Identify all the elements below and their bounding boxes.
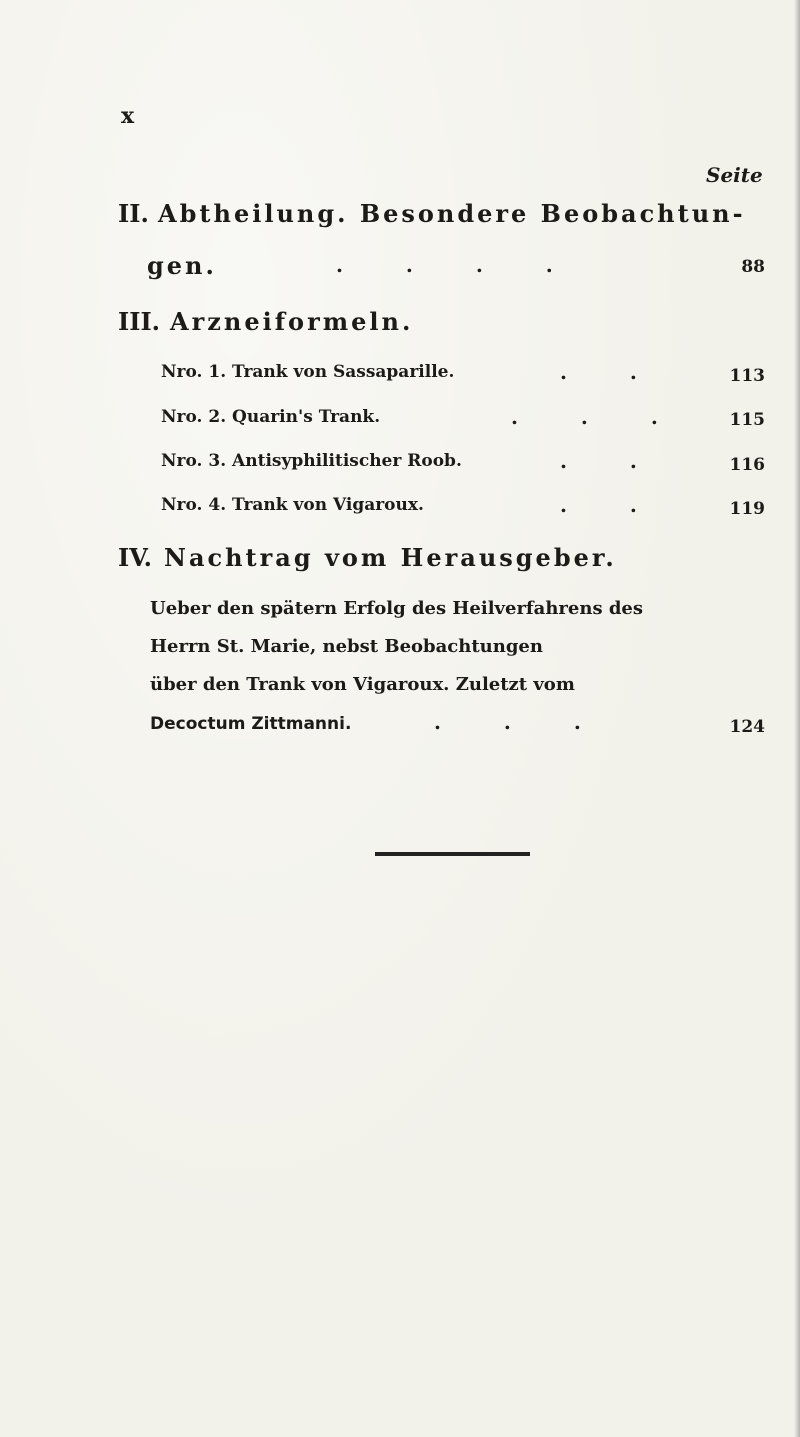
leader-dots: . .	[560, 493, 665, 517]
page-mark: x	[121, 103, 135, 129]
page-number: 124	[729, 717, 765, 737]
page-number: 113	[729, 366, 765, 386]
section-number: IV.	[118, 543, 153, 572]
page-number: 119	[729, 499, 765, 519]
page-number: 116	[729, 455, 765, 475]
paragraph-line: Ueber den spätern Erfolg des Heilverfahrens des	[150, 598, 644, 619]
page-number: 88	[741, 257, 765, 277]
item-label: Nro. 3. Antisyphilitischer Roob.	[161, 451, 462, 471]
paragraph-line: Herrn St. Marie, nebst Beobachtungen	[150, 636, 543, 657]
item-label: Nro. 2. Quarin's Trank.	[161, 407, 381, 427]
leader-dots: . . . .	[336, 253, 581, 277]
page-number: 115	[729, 410, 765, 430]
column-header-seite: Seite	[706, 163, 763, 187]
page-edge-shadow	[794, 0, 800, 1437]
item-label: Nro. 1. Trank von Sassaparille.	[161, 362, 455, 382]
closing-rule	[375, 852, 530, 856]
section-number: II.	[118, 199, 149, 228]
section-title-continuation: gen.	[147, 251, 217, 280]
section-number: III.	[118, 307, 161, 336]
leader-dots: . . .	[434, 710, 609, 734]
paragraph-line: über den Trank von Vigaroux. Zuletzt vom	[150, 674, 575, 695]
section-title: Abtheilung. Besondere Beobachtun-	[158, 199, 746, 228]
item-label: Nro. 4. Trank von Vigaroux.	[161, 495, 424, 515]
paragraph-last-line: Decoctum Zittmanni.	[150, 714, 352, 734]
leader-dots: . .	[560, 449, 665, 473]
section-title: Arzneiformeln.	[170, 307, 414, 336]
section-title: Nachtrag vom Herausgeber.	[164, 543, 617, 572]
leader-dots: . .	[560, 360, 665, 384]
leader-dots: . . .	[511, 405, 686, 429]
